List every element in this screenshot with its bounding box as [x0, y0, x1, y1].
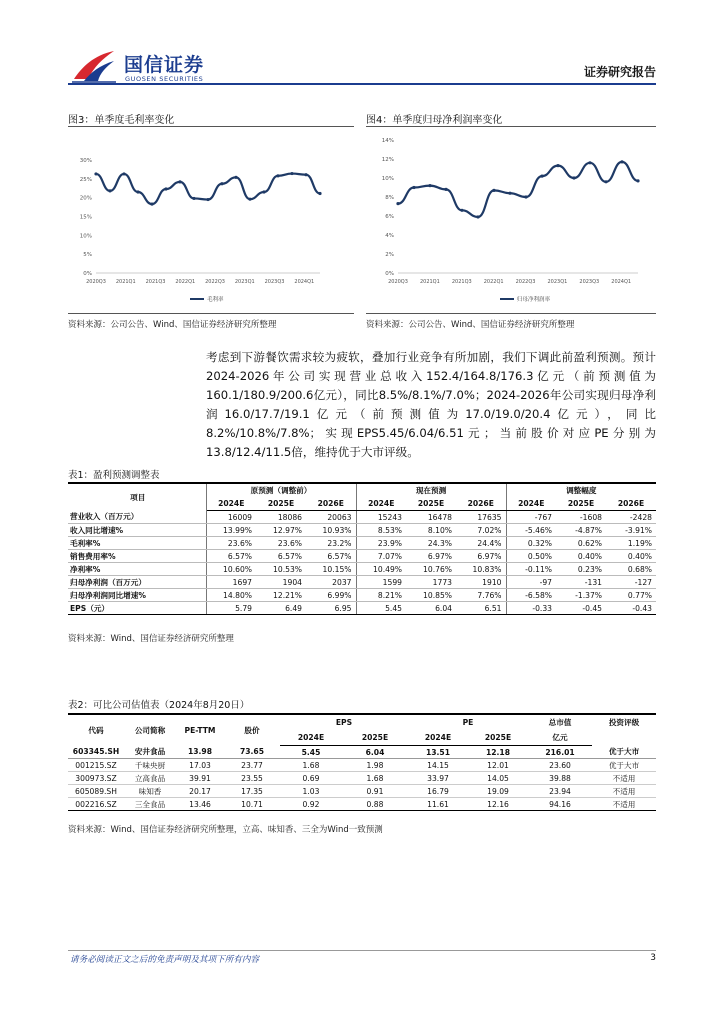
t2-eps1-cell: 5.45 — [280, 746, 342, 759]
t2-rating-cell: 优于大市 — [592, 746, 656, 759]
table-cell: 10.85% — [406, 589, 456, 602]
fig4-y-tick-label: 10% — [381, 176, 394, 182]
fig4-y-tick-label: 14% — [381, 138, 394, 144]
fig4-x-tick-label: 2023Q1 — [547, 279, 568, 285]
t2-pe2-cell: 19.09 — [468, 785, 528, 798]
row-label: 净利率% — [68, 563, 206, 576]
table1-year-header: 2024E — [206, 497, 256, 511]
fig4-data-point — [460, 209, 463, 212]
fig4-x-tick-label: 2021Q3 — [451, 279, 472, 285]
table-cell: 0.77% — [606, 589, 656, 602]
fig4-x-tick-label: 2024Q1 — [611, 279, 632, 285]
row-label: 归母净利润同比增速% — [68, 589, 206, 602]
logo-subtext: GUOSEN SECURITIES — [125, 75, 204, 83]
t2-pe-year: 2025E — [468, 730, 528, 746]
fig3-x-tick-label: 2023Q1 — [234, 279, 255, 285]
table-row — [68, 785, 656, 798]
table1-year-header: 2026E — [306, 497, 356, 511]
t2-code-cell: 605089.SH — [68, 785, 124, 798]
table-cell: 6.49 — [256, 602, 306, 615]
figure4-top-rule — [366, 126, 656, 127]
t2-rating-cell: 不适用 — [592, 785, 656, 798]
fig3-x-tick-label: 2021Q3 — [145, 279, 166, 285]
t2-rating-cell: 优于大市 — [592, 759, 656, 772]
row-label: 收入同比增速% — [68, 524, 206, 537]
fig3-x-tick-label: 2024Q1 — [294, 279, 315, 285]
table-cell: -97 — [506, 576, 556, 589]
table-cell: 10.49% — [356, 563, 406, 576]
t2-mktcap-cell: 216.01 — [528, 746, 592, 759]
table-cell: 0.40% — [606, 550, 656, 563]
figure4-source: 资料来源：公司公告、Wind、国信证券经济研究所整理 — [366, 320, 575, 330]
t2-pe-year: 2024E — [408, 730, 468, 746]
table-row — [68, 524, 656, 537]
t2-eps-header: EPS — [280, 714, 408, 730]
table1-group-header: 现在预测 — [356, 483, 506, 497]
t2-code-cell: 002216.SZ — [68, 798, 124, 811]
fig4-data-point — [508, 192, 511, 195]
figure3-title: 图3：单季度毛利率变化 — [68, 115, 175, 126]
table-cell: -0.33 — [506, 602, 556, 615]
t2-price-cell: 10.71 — [224, 798, 280, 811]
t2-eps1-cell: 1.03 — [280, 785, 342, 798]
fig4-data-point — [476, 215, 479, 218]
fig3-data-point — [220, 182, 223, 185]
fig4-data-point — [444, 188, 447, 191]
fig3-y-tick-label: 10% — [79, 233, 92, 240]
table-cell: 10.93% — [306, 524, 356, 537]
table-row — [68, 772, 656, 785]
table-cell: 8.21% — [356, 589, 406, 602]
table-cell: 14.80% — [206, 589, 256, 602]
fig4-y-tick-label: 0% — [385, 271, 394, 277]
row-label: 归母净利润（百万元） — [68, 576, 206, 589]
table-cell: 0.62% — [556, 537, 606, 550]
t2-mktcap-cell: 23.94 — [528, 785, 592, 798]
fig3-data-point — [262, 190, 265, 193]
t2-pe1-cell: 13.51 — [408, 746, 468, 759]
t2-pe-ttm-cell: 39.91 — [176, 772, 224, 785]
t2-name-cell: 味知香 — [124, 785, 176, 798]
table-cell: 5.79 — [206, 602, 256, 615]
fig4-data-point — [428, 184, 431, 187]
table-cell: 6.97% — [456, 550, 506, 563]
t2-price-header: 股价 — [224, 714, 280, 746]
fig3-data-point — [150, 202, 153, 205]
fig3-data-point — [108, 189, 111, 192]
table-cell: 2037 — [306, 576, 356, 589]
table-cell: 5.45 — [356, 602, 406, 615]
fig3-data-point — [122, 172, 125, 175]
table1-group-header: 原预测（调整前） — [206, 483, 356, 497]
t2-name-header: 公司简称 — [124, 714, 176, 746]
table-cell: -5.46% — [506, 524, 556, 537]
fig3-data-point — [234, 176, 237, 179]
t2-code-cell: 300973.SZ — [68, 772, 124, 785]
row-label: EPS（元） — [68, 602, 206, 615]
figure4-chart — [366, 130, 656, 310]
figure3-top-rule — [68, 126, 354, 127]
table-cell: 23.2% — [306, 537, 356, 550]
t2-mktcap-cell: 23.60 — [528, 759, 592, 772]
t2-eps2-cell: 1.68 — [342, 772, 408, 785]
table-cell: 7.02% — [456, 524, 506, 537]
logo-text: 国信证券 — [124, 54, 205, 76]
table-cell: 1904 — [256, 576, 306, 589]
report-type: 证券研究报告 — [583, 65, 656, 79]
table-cell: 8.53% — [356, 524, 406, 537]
t2-pe1-cell: 14.15 — [408, 759, 468, 772]
fig3-data-point — [192, 197, 195, 200]
table-row — [68, 589, 656, 602]
table2-title: 表2：可比公司估值表（2024年8月20日） — [68, 700, 250, 711]
fig4-data-point — [636, 179, 639, 182]
t2-name-cell: 立高食品 — [124, 772, 176, 785]
row-label: 营业收入（百万元） — [68, 511, 206, 524]
table-cell: -1.37% — [556, 589, 606, 602]
table-cell: 10.53% — [256, 563, 306, 576]
table-row — [68, 798, 656, 811]
logo-icon — [72, 49, 116, 83]
table1-title: 表1：盈利预测调整表 — [68, 470, 160, 481]
table-row — [68, 511, 656, 524]
figure3-bottom-rule — [68, 313, 354, 314]
table-row — [68, 550, 656, 563]
table-cell: 0.23% — [556, 563, 606, 576]
table-cell: -0.45 — [556, 602, 606, 615]
table-cell: 23.9% — [356, 537, 406, 550]
t2-code-cell: 603345.SH — [68, 746, 124, 759]
t2-price-cell: 73.65 — [224, 746, 280, 759]
fig4-y-tick-label: 4% — [385, 233, 394, 239]
fig3-y-tick-label: 20% — [79, 195, 92, 202]
t2-rating-cell: 不适用 — [592, 772, 656, 785]
fig4-data-point — [492, 189, 495, 192]
table2-source: 资料来源：Wind、国信证券经济研究所整理，立高、味知香、三全为Wind一致预测 — [68, 825, 383, 835]
t2-eps-year: 2024E — [280, 730, 342, 746]
table-cell: 6.95 — [306, 602, 356, 615]
table-cell: -0.43 — [606, 602, 656, 615]
t2-pe2-cell: 14.05 — [468, 772, 528, 785]
table-cell: 10.76% — [406, 563, 456, 576]
t2-eps2-cell: 1.98 — [342, 759, 408, 772]
table1-source: 资料来源：Wind、国信证券经济研究所整理 — [68, 634, 234, 644]
table-cell: 16009 — [206, 511, 256, 524]
table-cell: 16478 — [406, 511, 456, 524]
fig4-data-point — [604, 180, 607, 183]
table-row — [68, 759, 656, 772]
t2-pe-ttm-cell: 20.17 — [176, 785, 224, 798]
fig3-data-point — [318, 192, 321, 195]
t2-eps2-cell: 0.88 — [342, 798, 408, 811]
table-cell: -6.58% — [506, 589, 556, 602]
t2-mktcap-unit: 亿元 — [528, 730, 592, 746]
table-cell: 10.60% — [206, 563, 256, 576]
table-cell: 10.83% — [456, 563, 506, 576]
t2-pe-ttm-cell: 13.46 — [176, 798, 224, 811]
table-cell: 6.51 — [456, 602, 506, 615]
fig4-data-point — [588, 161, 591, 164]
comparable-valuation-table — [68, 713, 656, 811]
t2-pe2-cell: 12.16 — [468, 798, 528, 811]
table-cell: 23.6% — [256, 537, 306, 550]
figure4-bottom-rule — [366, 313, 656, 314]
fig3-data-point — [136, 190, 139, 193]
fig3-data-point — [290, 172, 293, 175]
fig3-x-tick-label: 2023Q3 — [264, 279, 285, 285]
table-cell: -3.91% — [606, 524, 656, 537]
fig4-x-tick-label: 2022Q1 — [483, 279, 504, 285]
fig4-data-point — [572, 176, 575, 179]
fig4-series-line — [398, 162, 638, 217]
fig3-y-tick-label: 15% — [79, 214, 92, 221]
fig3-y-tick-label: 30% — [79, 158, 92, 164]
table-cell: 1599 — [356, 576, 406, 589]
t2-code-header: 代码 — [68, 714, 124, 746]
table-cell: -131 — [556, 576, 606, 589]
fig3-x-tick-label: 2020Q3 — [86, 279, 106, 285]
t2-pettm-header: PE-TTM — [176, 714, 224, 746]
table-cell: 17635 — [456, 511, 506, 524]
table1-year-header: 2025E — [556, 497, 606, 511]
t2-eps2-cell: 6.04 — [342, 746, 408, 759]
table1-year-header: 2026E — [606, 497, 656, 511]
table1-year-header: 2024E — [506, 497, 556, 511]
disclaimer-note: 请务必阅读正文之后的免责声明及其项下所有内容 — [70, 955, 260, 965]
fig4-x-tick-label: 2020Q3 — [388, 279, 408, 285]
table-cell: 13.99% — [206, 524, 256, 537]
row-label: 毛利率% — [68, 537, 206, 550]
figure3-chart — [68, 130, 354, 310]
t2-pe1-cell: 11.61 — [408, 798, 468, 811]
fig3-data-point — [178, 180, 181, 183]
table-cell: 7.76% — [456, 589, 506, 602]
fig3-x-tick-label: 2022Q3 — [205, 279, 225, 285]
t2-eps2-cell: 0.91 — [342, 785, 408, 798]
table-cell: 24.3% — [406, 537, 456, 550]
t2-pe1-cell: 16.79 — [408, 785, 468, 798]
figure3-source: 资料来源：公司公告、Wind、国信证券经济研究所整理 — [68, 320, 277, 330]
fig3-x-tick-label: 2021Q1 — [115, 279, 136, 285]
footer-divider — [68, 950, 656, 951]
fig4-data-point — [412, 186, 415, 189]
fig4-legend-label: 归母净利润率 — [517, 297, 551, 303]
t2-rating-header: 投资评级 — [592, 714, 656, 746]
t2-pe2-cell: 12.18 — [468, 746, 528, 759]
t2-pe-header: PE — [408, 714, 528, 730]
table-cell: -2428 — [606, 511, 656, 524]
t2-mktcap-header: 总市值 — [528, 714, 592, 730]
fig4-x-tick-label: 2021Q1 — [419, 279, 440, 285]
table-cell: -1608 — [556, 511, 606, 524]
table-cell: 15243 — [356, 511, 406, 524]
t2-eps1-cell: 0.92 — [280, 798, 342, 811]
table1-item-header: 项目 — [68, 483, 206, 511]
table-cell: 20063 — [306, 511, 356, 524]
fig4-y-tick-label: 2% — [385, 252, 394, 258]
table1-year-header: 2024E — [356, 497, 406, 511]
fig3-data-point — [276, 174, 279, 177]
row-label: 销售费用率% — [68, 550, 206, 563]
t2-pe-ttm-cell: 17.03 — [176, 759, 224, 772]
fig4-x-tick-label: 2022Q3 — [515, 279, 536, 285]
fig3-x-tick-label: 2022Q1 — [175, 279, 196, 285]
table1-year-header: 2026E — [456, 497, 506, 511]
t2-pe1-cell: 33.97 — [408, 772, 468, 785]
table-cell: 6.57% — [206, 550, 256, 563]
page-number: 3 — [650, 953, 656, 963]
table-cell: 8.10% — [406, 524, 456, 537]
t2-code-cell: 001215.SZ — [68, 759, 124, 772]
forecast-paragraph: 考虑到下游餐饮需求较为疲软，叠加行业竞争有所加剧，我们下调此前盈利预测。预计2024-2026年公司实现营业总收入152.4/164.8/176.3亿元（前预测值为160.1/180.9/200.6亿元），同比8.5%/8.1%/7.0%；2024-2026年公司实现归母净利润16.0/17.7/19.1亿元（前预测值为17.0/19.0/20.4亿元），同比8.2%/10.8%/7.8%；实现EPS5.45/6.04/6.51元；当前股价对应PE分别为13.8/12.4/11.5倍，维持优于大市评级。 — [206, 350, 656, 459]
table1-year-header: 2025E — [256, 497, 306, 511]
t2-price-cell: 23.77 — [224, 759, 280, 772]
t2-price-cell: 17.35 — [224, 785, 280, 798]
table-cell: 7.07% — [356, 550, 406, 563]
fig3-data-point — [206, 198, 209, 201]
fig4-y-tick-label: 6% — [385, 214, 394, 220]
figure4-title: 图4：单季度归母净利润率变化 — [366, 115, 503, 126]
t2-price-cell: 23.55 — [224, 772, 280, 785]
table-cell: -4.87% — [556, 524, 606, 537]
t2-rating-cell: 不适用 — [592, 798, 656, 811]
fig4-data-point — [524, 195, 527, 198]
fig3-data-point — [164, 187, 167, 190]
fig3-data-point — [304, 173, 307, 176]
fig4-data-point — [556, 164, 559, 167]
t2-name-cell: 安井食品 — [124, 746, 176, 759]
t2-eps1-cell: 1.68 — [280, 759, 342, 772]
fig3-y-tick-label: 25% — [79, 176, 92, 183]
t2-eps1-cell: 0.69 — [280, 772, 342, 785]
table-cell: 23.6% — [206, 537, 256, 550]
table-cell: 6.57% — [256, 550, 306, 563]
t2-eps-year: 2025E — [342, 730, 408, 746]
fig3-y-tick-label: 5% — [83, 252, 92, 259]
table-cell: 6.97% — [406, 550, 456, 563]
table-cell: 1.19% — [606, 537, 656, 550]
fig3-legend-label: 毛利率 — [207, 297, 224, 303]
table-cell: 0.32% — [506, 537, 556, 550]
table-cell: 24.4% — [456, 537, 506, 550]
table-cell: 10.15% — [306, 563, 356, 576]
t2-pe-ttm-cell: 13.98 — [176, 746, 224, 759]
table-cell: 0.40% — [556, 550, 606, 563]
table-cell: 0.68% — [606, 563, 656, 576]
table-cell: 6.99% — [306, 589, 356, 602]
t2-mktcap-cell: 94.16 — [528, 798, 592, 811]
fig3-data-point — [94, 172, 97, 175]
table-cell: 12.97% — [256, 524, 306, 537]
t2-name-cell: 三全食品 — [124, 798, 176, 811]
fig3-y-tick-label: 0% — [83, 271, 92, 277]
table-cell: 0.50% — [506, 550, 556, 563]
fig3-data-point — [248, 198, 251, 201]
fig4-x-tick-label: 2023Q3 — [579, 279, 600, 285]
table-cell: 1697 — [206, 576, 256, 589]
table-row — [68, 537, 656, 550]
table-cell: -127 — [606, 576, 656, 589]
table-cell: -0.11% — [506, 563, 556, 576]
earnings-forecast-table — [68, 482, 656, 615]
table-cell: 18086 — [256, 511, 306, 524]
table-row — [68, 746, 656, 759]
header-divider — [68, 83, 656, 85]
table-cell: 6.04 — [406, 602, 456, 615]
table-row — [68, 563, 656, 576]
table-cell: 12.21% — [256, 589, 306, 602]
fig4-y-tick-label: 12% — [381, 157, 394, 163]
table1-year-header: 2025E — [406, 497, 456, 511]
table-cell: 6.57% — [306, 550, 356, 563]
table-cell: 1910 — [456, 576, 506, 589]
table1-group-header: 调整幅度 — [506, 483, 656, 497]
table-cell: -767 — [506, 511, 556, 524]
fig4-data-point — [396, 202, 399, 205]
t2-mktcap-cell: 39.88 — [528, 772, 592, 785]
t2-pe2-cell: 12.01 — [468, 759, 528, 772]
table-row — [68, 576, 656, 589]
table-cell: 1773 — [406, 576, 456, 589]
t2-name-cell: 千味央厨 — [124, 759, 176, 772]
fig4-data-point — [540, 175, 543, 178]
fig4-data-point — [620, 160, 623, 163]
fig4-y-tick-label: 8% — [385, 195, 394, 201]
table-row — [68, 602, 656, 615]
